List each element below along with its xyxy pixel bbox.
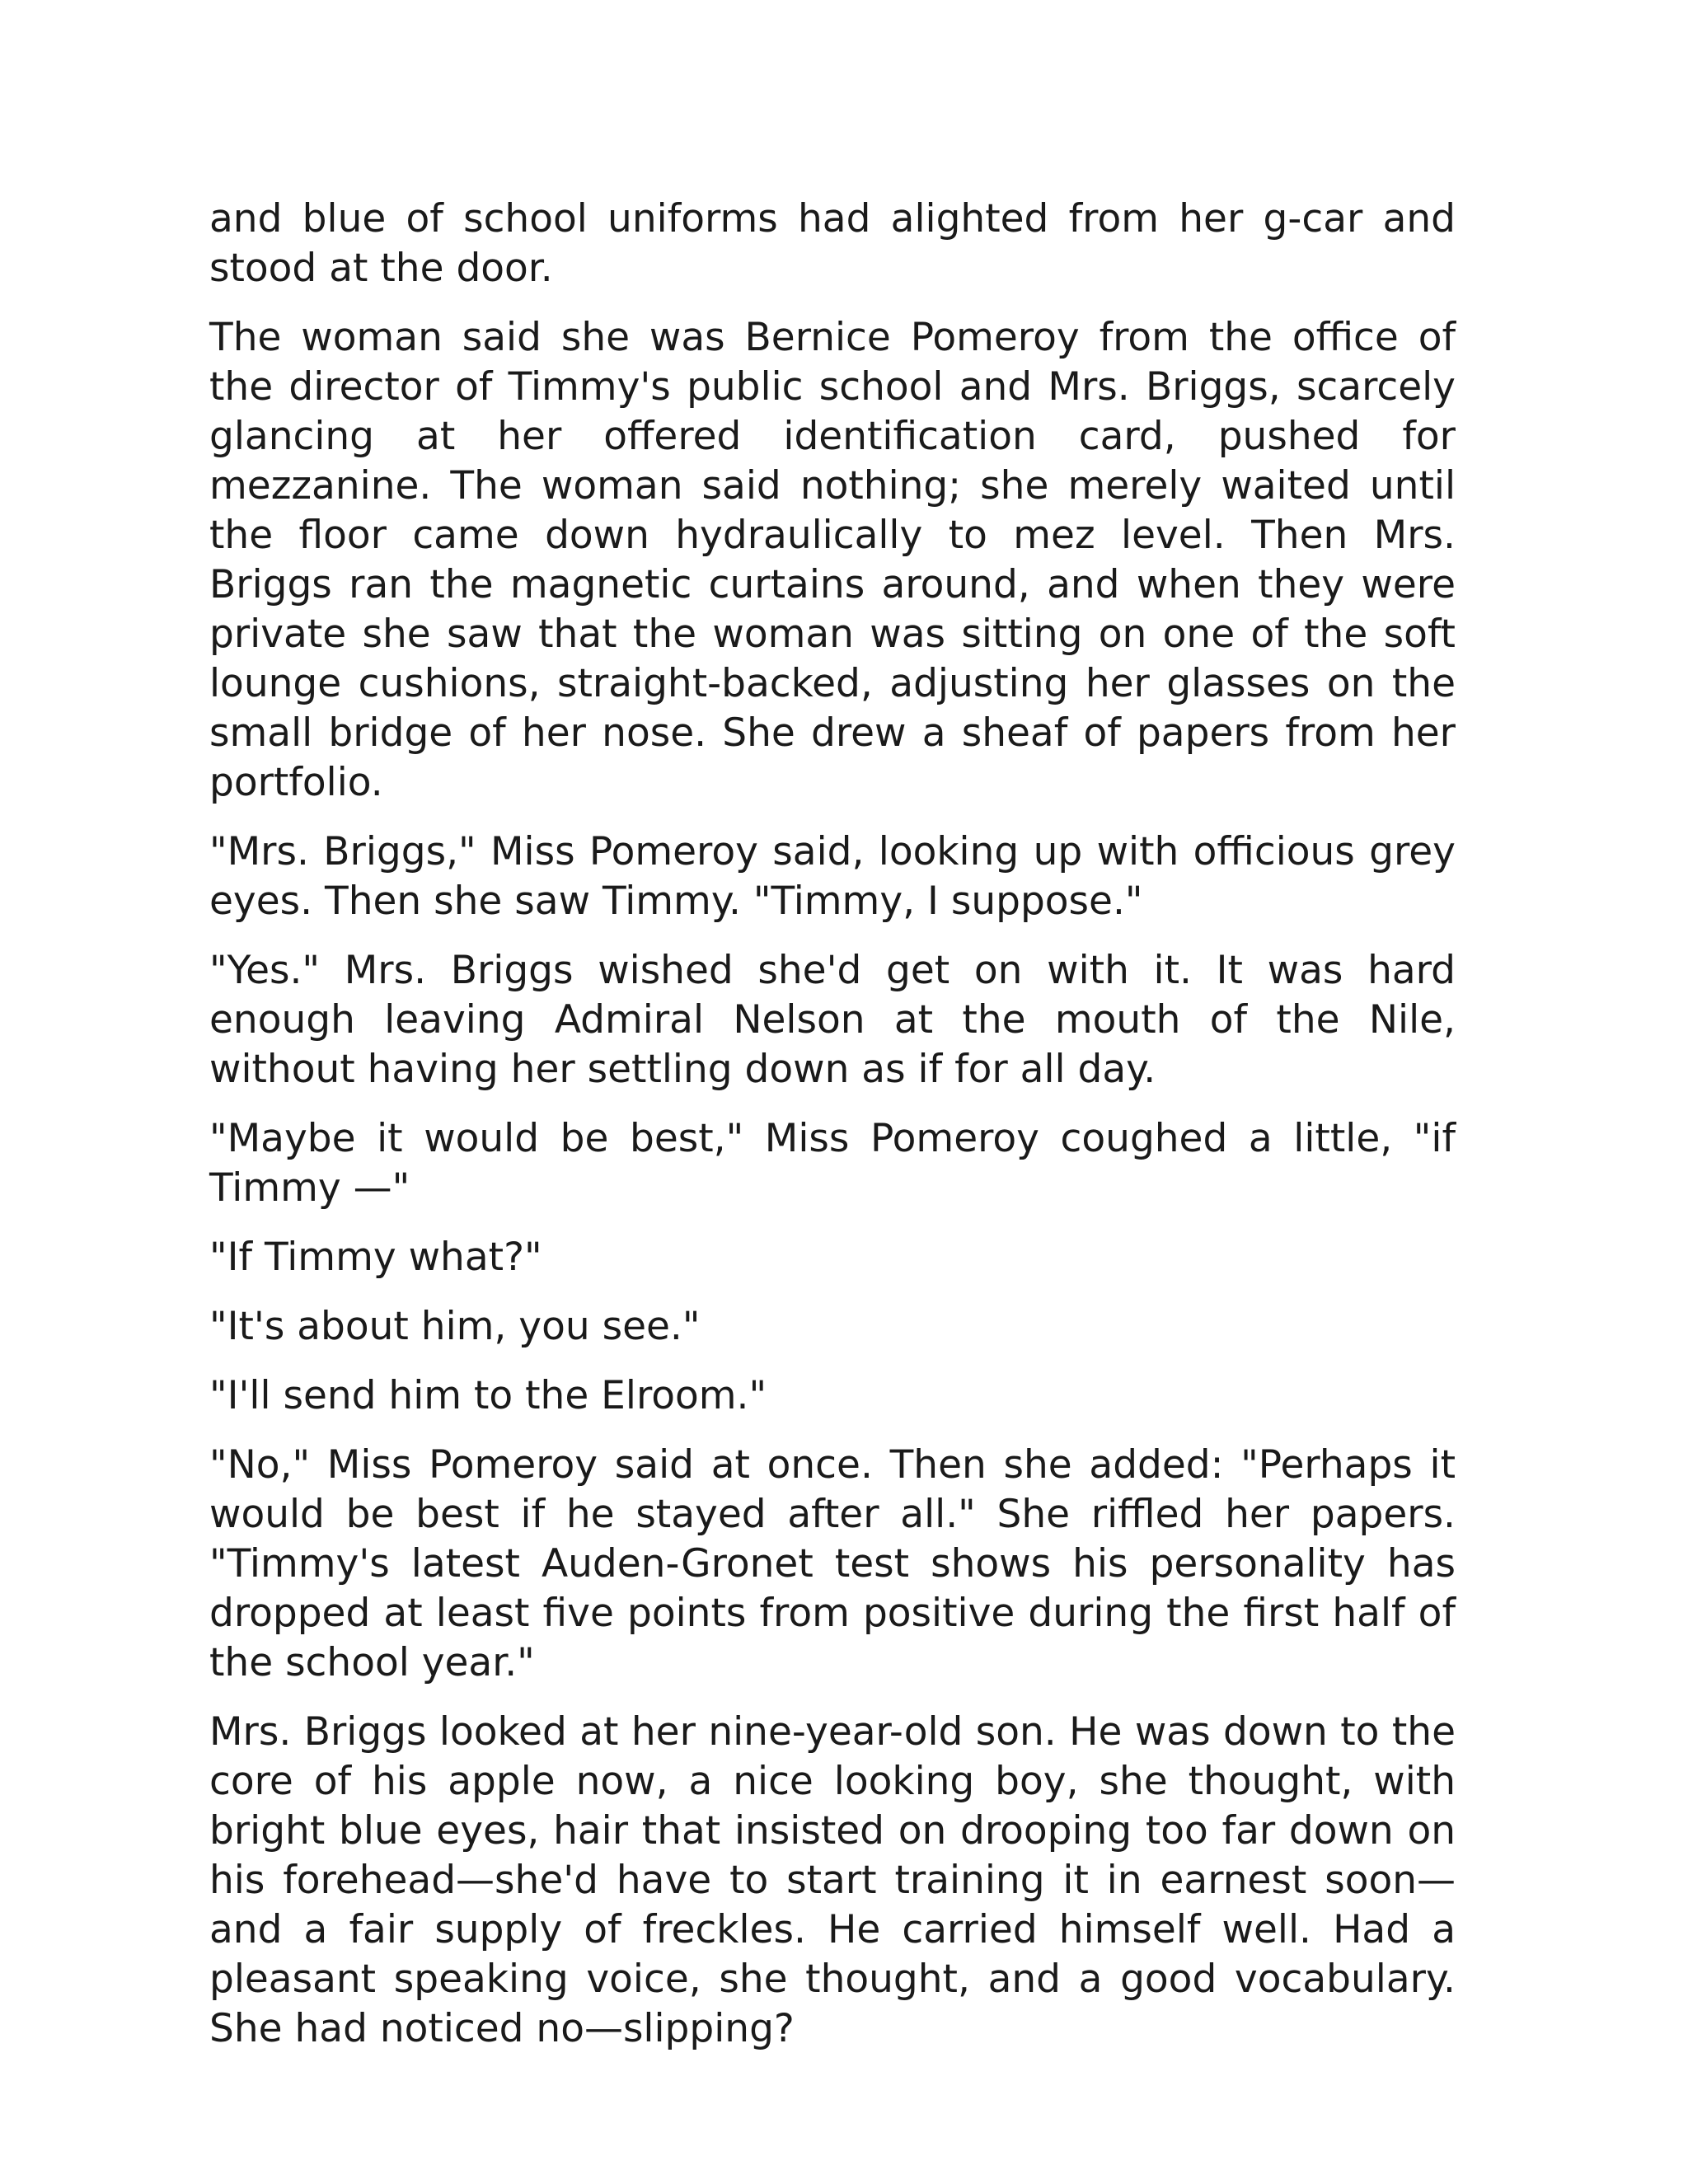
paragraph-5: "Maybe it would be best," Miss Pomeroy coughed a little, "if Timmy —"	[209, 1116, 1456, 1211]
paragraph-3: "Mrs. Briggs," Miss Pomeroy said, looking up with officious grey eyes. Then she saw Timmy. "Timmy, I suppose."	[209, 829, 1456, 924]
paragraph-10: Mrs. Briggs looked at her nine-year-old son. He was down to the core of his apple now, a nice looking boy, she thought, with bright blue eyes, hair that insisted on drooping too far down on his forehead—she'd have to start training it in earnest soon—and a fair supply of freckles. He carried himself well. Had a pleasant speaking voice, she thought, and a good vocabulary. She had noticed no—slipping?	[209, 1709, 1456, 2051]
paragraph-6: "If Timmy what?"	[209, 1235, 542, 1280]
paragraph-2: The woman said she was Bernice Pomeroy from the office of the director of Timmy's public school and Mrs. Briggs, scarcely glancing at her offered identification card, pushed for mezzanine. The woman said nothing; she merely waited until the floor came down hydraulically to mez level. Then Mrs. Briggs ran the magnetic curtains around, and when they were private she saw that the woman was sitting on one of the soft lounge cushions, straight-backed, adjusting her glasses on the small bridge of her nose. She drew a sheaf of papers from her portfolio.	[209, 315, 1456, 805]
paragraph-4: "Yes." Mrs. Briggs wished she'd get on with it. It was hard enough leaving Admiral Nelson at the mouth of the Nile, without having her settling down as if for all day.	[209, 948, 1456, 1092]
paragraph-9: "No," Miss Pomeroy said at once. Then she added: "Perhaps it would be best if he stayed after all." She riffled her papers. "Timmy's latest Auden-Gronet test shows his personality has dropped at least five points from positive during the first half of the school year."	[209, 1442, 1456, 1685]
paragraph-8: "I'll send him to the Elroom."	[209, 1373, 767, 1418]
paragraph-7: "It's about him, you see."	[209, 1304, 701, 1349]
paragraph-1: and blue of school uniforms had alighted from her g-car and stood at the door.	[209, 196, 1456, 291]
document-page	[209, 194, 1456, 2074]
